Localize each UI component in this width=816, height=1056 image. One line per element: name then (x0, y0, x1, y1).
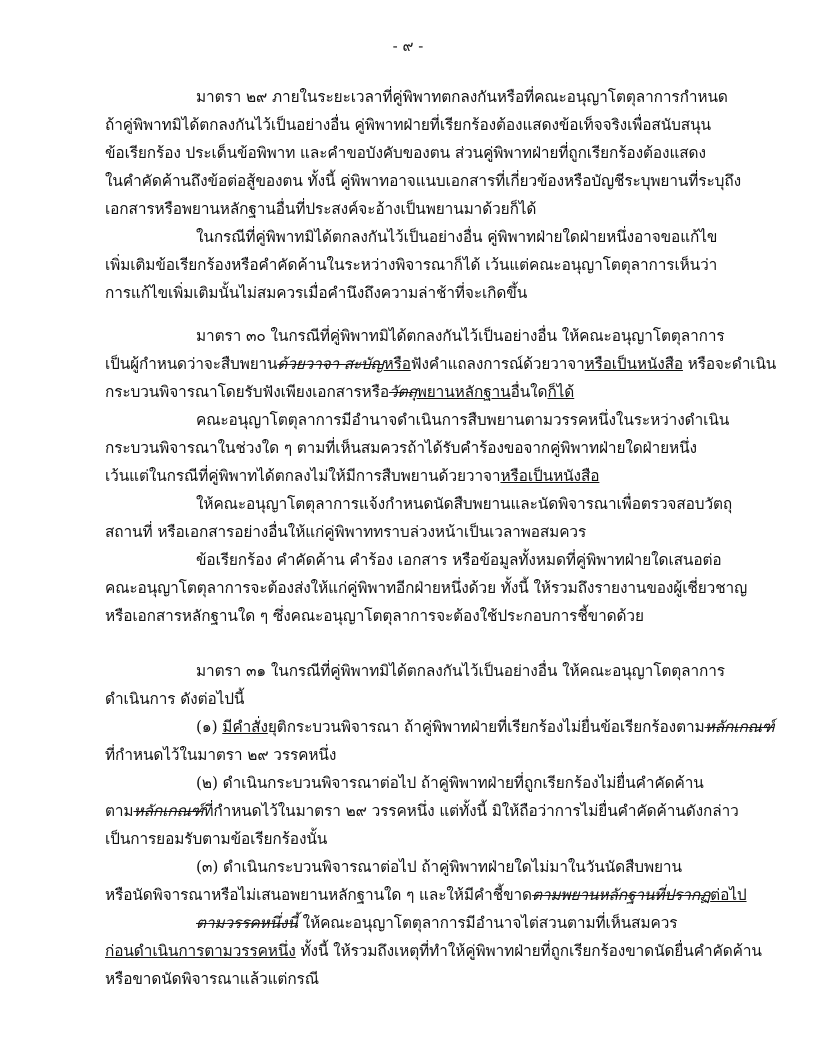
sec30-p4-line2 (105, 577, 747, 599)
sec31-p2-line2 (105, 940, 762, 962)
sec29-p1-line1 (196, 86, 728, 108)
text-run: (๑) (196, 718, 223, 736)
text-run: ในกรณีที่คู่พิพาทมิได้ตกลงกันไว้เป็นอย่างอื่น คู่พิพาทฝ่ายใดฝ่ายหนึ่งอาจขอแก้ไข (196, 228, 718, 246)
sec29-p1-line3 (105, 142, 706, 164)
sec30-p4-line1 (196, 549, 722, 571)
text-run: หรือจะดำเนิน (682, 355, 777, 373)
sec29-p2-line1 (196, 226, 717, 248)
sec31-p1-line1 (196, 660, 725, 682)
text-run: ให้คณะอนุญาโตตุลาการแจ้งกำหนดนัดสืบพยานและนัดพิจารณาเพื่อตรวจสอบวัตถุ (196, 495, 733, 513)
text-run: มาตรา ๓๑ ในกรณีที่คู่พิพาทมิได้ตกลงกันไว้เป็นอย่างอื่น ให้คณะอนุญาโตตุลาการ (196, 662, 725, 680)
text-run: ให้คณะอนุญาโตตุลาการมีอำนาจไต่สวนตามที่เห็นสมควร (297, 914, 678, 932)
text-run: กระบวนพิจารณาโดยรับฟังเพียงเอกสารหรือ (105, 383, 390, 401)
text-run: เว้นแต่ในกรณีที่คู่พิพาทได้ตกลงไม่ให้มีการสืบพยานด้วยวาจา (105, 467, 501, 485)
text-run: มาตรา ๓๐ ในกรณีที่คู่พิพาทมิได้ตกลงกันไว้เป็นอย่างอื่น ให้คณะอนุญาโตตุลาการ (196, 327, 725, 345)
text-run: ถ้าคู่พิพาทมิได้ตกลงกันไว้เป็นอย่างอื่น คู่พิพาทฝ่ายที่เรียกร้องต้องแสดงข้อเท็จจริงเพื่อสนับสนุน (105, 116, 711, 134)
underlined-text: หรือเป็นหนังสือ (500, 467, 600, 485)
text-run: ที่กำหนดไว้ในมาตรา ๒๙ วรรคหนึ่ง (105, 746, 337, 764)
struck-text: ตามพยานหลักฐานที่ปรากฏ (531, 886, 711, 904)
text-run: ตาม (105, 802, 134, 820)
text-run: ดำเนินการ ดังต่อไปนี้ (105, 690, 245, 708)
text-run: เอกสารหรือพยานหลักฐานอื่นที่ประสงค์จะอ้างเป็นพยานมาด้วยก็ได้ (105, 200, 537, 218)
sec30-p3-line1 (196, 493, 732, 515)
sec30-p3-line2 (105, 521, 586, 543)
text-run: เป็นการยอมรับตามข้อเรียกร้องนั้น (105, 830, 328, 848)
underlined-text: ต่อไป (710, 886, 747, 904)
sec31-p2-line3 (105, 968, 319, 990)
underlined-text: หรือเป็นหนังสือ (584, 355, 683, 373)
underlined-text: ก่อนดำเนินการตามวรรคหนึ่ง (105, 942, 296, 960)
sec31-item2-line3 (105, 828, 327, 850)
text-run: (๒) ดำเนินกระบวนพิจารณาต่อไป ถ้าคู่พิพาทฝ่ายที่ถูกเรียกร้องไม่ยื่นคำคัดค้าน (196, 774, 704, 792)
text-run: ทั้งนี้ ให้รวมถึงเหตุที่ทำให้คู่พิพาทฝ่ายที่ถูกเรียกร้องขาดนัดยื่นคำคัดค้าน (295, 942, 762, 960)
text-run: เป็นผู้กำหนดว่าจะสืบพยาน (105, 355, 278, 373)
struck-text: หลักเกณฑ์ (133, 802, 204, 820)
text-run: หรือเอกสารหลักฐานใด ๆ ซึ่งคณะอนุญาโตตุลาการจะต้องใช้ประกอบการชี้ขาดด้วย (105, 607, 644, 625)
underlined-text: มีคำสั่ง (222, 718, 268, 736)
text-run: (๓) ดำเนินกระบวนพิจารณาต่อไป ถ้าคู่พิพาทฝ่ายใดไม่มาในวันนัดสืบพยาน (196, 858, 682, 876)
text-run: ในคำคัดค้านถึงข้อต่อสู้ของตน ทั้งนี้ คู่พิพาทอาจแนบเอกสารที่เกี่ยวข้องหรือบัญชีระบุพยานที่ระบุถึง (105, 172, 741, 190)
text-run: คณะอนุญาโตตุลาการมีอำนาจดำเนินการสืบพยานตามวรรคหนึ่งในระหว่างดำเนิน (196, 411, 730, 429)
sec30-p2-line2 (105, 437, 697, 459)
text-run: สถานที่ หรือเอกสารอย่างอื่นให้แก่คู่พิพาททราบล่วงหน้าเป็นเวลาพอสมควร (105, 523, 587, 541)
text-run: คณะอนุญาโตตุลาการจะต้องส่งให้แก่คู่พิพาทอีกฝ่ายหนึ่งด้วย ทั้งนี้ ให้รวมถึงรายงานของผู้เชี่ยวชาญ (105, 579, 748, 597)
text-run: อื่นใด (510, 383, 548, 401)
underlined-text: ก็ได้ (547, 383, 575, 401)
struck-text: ตามวรรคหนึ่งนี้ (196, 914, 298, 932)
sec29-p1-line5 (105, 198, 536, 220)
sec31-item1-line1 (196, 716, 774, 738)
sec30-p1-line3 (105, 381, 574, 403)
sec29-p2-line3 (105, 282, 527, 304)
struck-text: วัตถุ (389, 383, 417, 401)
sec29-p1-line4 (105, 170, 741, 192)
sec30-p2-line3 (105, 465, 599, 487)
text-run: ข้อเรียกร้อง คำคัดค้าน คำร้อง เอกสาร หรือข้อมูลทั้งหมดที่คู่พิพาทฝ่ายใดเสนอต่อ (196, 551, 722, 569)
text-run: การแก้ไขเพิ่มเติมนั้นไม่สมควรเมื่อคำนึงถึงความล่าช้าที่จะเกิดขึ้น (105, 284, 528, 302)
sec30-p1-line2 (105, 353, 776, 375)
text-run: ยุติกระบวนพิจารณา ถ้าคู่พิพาทฝ่ายที่เรียกร้องไม่ยื่นข้อเรียกร้องตาม (267, 718, 705, 736)
sec31-p2-line1 (196, 912, 677, 934)
underlined-text: หรือ (383, 355, 411, 373)
sec31-item2-line2 (105, 800, 739, 822)
sec31-p1-line2 (105, 688, 244, 710)
text-run: กระบวนพิจารณาในช่วงใด ๆ ตามที่เห็นสมควรถ้าได้รับคำร้องขอจากคู่พิพาทฝ่ายใดฝ่ายหนึ่ง (105, 439, 697, 457)
sec30-p2-line1 (196, 409, 729, 431)
underlined-text: พยานหลักฐาน (416, 383, 511, 401)
text-run: เพิ่มเติมข้อเรียกร้องหรือคำคัดค้านในระหว่างพิจารณาก็ได้ เว้นแต่คณะอนุญาโตตุลาการเห็นว่า (105, 256, 718, 274)
text-run: ที่กำหนดไว้ในมาตรา ๒๙ วรรคหนึ่ง แต่ทั้งนี้ มิให้ถือว่าการไม่ยื่นคำคัดค้านดังกล่าว (203, 802, 739, 820)
text-run: หรือขาดนัดพิจารณาแล้วแต่กรณี (105, 970, 319, 988)
struck-text: หลักเกณฑ์ (704, 718, 775, 736)
sec30-p4-line3 (105, 605, 644, 627)
sec31-item1-line2 (105, 744, 336, 766)
sec30-p1-line1 (196, 325, 725, 347)
text-run: หรือนัดพิจารณาหรือไม่เสนอพยานหลักฐานใด ๆ และให้มีคำชี้ขาด (105, 886, 532, 904)
page-number: - ๙ - (392, 37, 424, 55)
sec31-item2-line1 (196, 772, 704, 794)
sec31-item3-line1 (196, 856, 682, 878)
sec29-p2-line2 (105, 254, 717, 276)
text-run: ข้อเรียกร้อง ประเด็นข้อพิพาท และคำขอบังคับของตน ส่วนคู่พิพาทฝ่ายที่ถูกเรียกร้องต้องแสดง (105, 144, 706, 162)
text-run: มาตรา ๒๙ ภายในระยะเวลาที่คู่พิพาทตกลงกันหรือที่คณะอนุญาโตตุลาการกำหนด (196, 88, 728, 106)
struck-text: ด้วยวาจา สะบัญ (277, 355, 384, 373)
text-run: ฟังคำแถลงการณ์ด้วยวาจา (410, 355, 585, 373)
sec29-p1-line2 (105, 114, 711, 136)
sec31-item3-line2 (105, 884, 747, 906)
